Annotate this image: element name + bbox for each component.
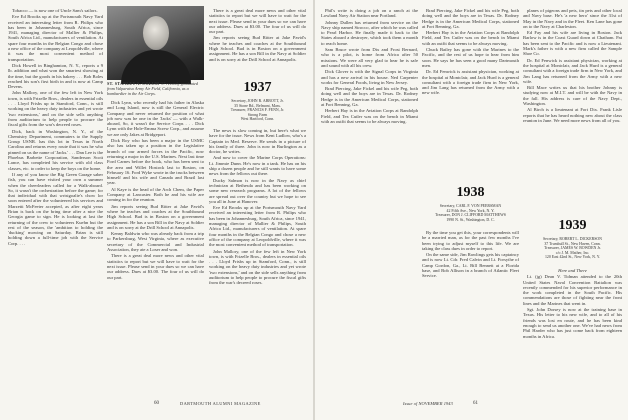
address-line: 120 East 42nd St., New York, N. Y.	[544, 255, 600, 260]
address-line: 1990 N. St., Washington, D. C.	[446, 217, 495, 222]
treasurer-line: Treasurer, DON J. CLIFFORD MATTHEWS	[435, 213, 506, 218]
subheading: Here and There	[558, 268, 587, 273]
paragraph: If any of you know the Big Green Garage saber fish, you can have visited your own a summer when the cheerleaders called for a Walk-aboard. So, it wasn't the orchestration before the game; for that individual with that wristgoalie's chow lor soon entered after the volunteered his services and Marzetti McFeeter accepted, as after eight years Brian is back on the bring time after a nice the Georgia game to sign. He is looking at last the returning of the crew to volunteers Kuehn but the rest of the season, the 'ambition to holding the 'ducking' mowing on Saturday. Brian is still holding down a full-time job with the Service Corp. . . .	[8, 171, 103, 246]
paragraph: Brad Piercing, Jake Fickel and his wife Peg, both doing well and the boys are in Texas. Dr. Rodney Hedge is in the American Medical Corps, stationed at Fort Benning, Ga.	[422, 8, 519, 29]
paragraph: Dick Howell in Binghamton, N. Y., reports a 9 lb. addition and what won the smartest showing at the time, but the goods in his bakery . . . Bob Boles reached his son's first birth in and is now at Camp Devens.	[8, 62, 103, 90]
paragraph: Eve Ed Brooks up at the Portsmouth Navy Yard received an interesting letter from R. Philips who has been in Johannesburg, South Africa, since 1941, managing director of Mallier & Philips, South Africa Ltd., manufacturers of ventilation. At spare four months in the Belgian Congo and chose a new office of the company at Leopoldville, where it was the most convenient method of transportation.	[8, 14, 103, 62]
secretary-line: Secretary, JOHN R. ABBOTT, Jr.	[231, 99, 284, 103]
paragraph: Brad Piercing, Jake Fickel and his wife Peg, both doing well and the boys are in Texas. Dr. Rodney Hedge is in the American Medical Corps, stationed at Fort Benning, Ga.	[321, 86, 418, 108]
right-column-3-bottom	[523, 268, 622, 390]
right-column-1	[321, 8, 418, 398]
address-line: 35 Stone Rd., Belmont, Mass.	[234, 103, 281, 108]
paragraph: Kenny Baldwin who was already back from a trip to Parkersburg, West Virginia, where as executive secretary of the Commercial and Industrial Association, they ate a Loser and won.	[107, 231, 204, 253]
portrait-face	[143, 16, 169, 50]
secretary-line: Secretary, ROBERT L. DICKERSON	[543, 237, 602, 241]
page-number: 61	[473, 401, 478, 406]
paragraph: John Mallory, one of the few left in New York town, is with Frizelle Bros., dealers in essential oils . . . Lloyd Frisbs up in Stamford, Conn., is still working on the heavy duty industries and yet wrote 'two extensions,' and on the side sells anything from auditorium to help people to procure the fiscal gifts from the war's decreed roses.	[209, 248, 306, 286]
paragraph: By the time you get this, your correspondents will be a married man, as for the past few months I've been trying to adjust myself to this life. We are taking the class dues in order to report.	[422, 230, 519, 251]
paragraph: On the same side, Jim Rawlings gets his captaincy and is now Lt. Cdr. Fred Calvin and Lt. Forsythe of Camp Gordon, Ga., Lt. Bill Bennett at a Florida base, and Bob Allison in a branch of Atlantic Fleet Service.	[422, 252, 519, 279]
right-column-3-top	[523, 8, 622, 218]
photo-caption	[107, 82, 204, 97]
secretary-line: Secretary, CARL F. VON PEERSMAN	[439, 204, 502, 208]
paragraph: There is a great deal more news and other vital statistics to report but we will have to wait for the next issue. Please send in your dues so we can have our address. Dues at $3.00. The four of us will do our part.	[107, 253, 204, 280]
treasurer-line: Treasurer, FRANCIS F. FENN, Jr.	[230, 108, 285, 113]
left-page	[0, 0, 313, 420]
address-line: West Hartford, Conn.	[240, 117, 275, 122]
caption-name: ST. STANLEY A. COLUM	[107, 81, 160, 86]
paragraph: Jim reports seeing Bud Ritter at Jake Pavid's where he teaches and coaches at the Southbound High School. Bud is in Boston on a government assignment. He has a son Bill in the Navy at Soldier and is on sorry at the Drill School at Annapolis.	[107, 203, 204, 230]
class-officers	[523, 237, 622, 260]
paragraph: Dick Roy who has been a major in the USMC also has taken up a position in the Legislative branch of our armed forces in the Pacific, now returning a major in the U.S. Marines. Next last time Ford Carnes before the book, who has been sent to the area and Willet Hostock last to Boston, on February 16. Ford Wyke wrote in the trucks between himself and his wife and Canada and Brazil last year.	[107, 138, 204, 186]
paragraph: There is a great deal more news and other vital statistics to report but we will have to wait for the next issue. Please send in your dues so we can have our address. Dues at $3.00. The four of us will do our part.	[209, 8, 306, 35]
paragraph: Herbert Hay is in the Aviation Corps at Randolph Field, and Tex Cutler was on the bench in Miami with an outfit that seems to be always moving.	[321, 108, 418, 124]
address-line: 37 Trumbull St., New Haven, Conn.	[544, 241, 601, 246]
paragraph: Johnny Dullen has returned from service on the Navy ship named Sirocco, after which he was called to Pearl Harbor. He finally made it back to the States aboard a destroyer, which took them a month to reach home.	[321, 19, 418, 46]
paragraph: Ducky Salmon is now in the Navy as chief technician at Bethesda and has been working on some new research programs. A lot of the fellows are spread out over the country but we hope to see you all in June at Hanover.	[209, 177, 306, 204]
paragraph: Bill Mace writes us that his brother Johnny is studying now at M.I.T. and will be with the Navy in the fall. His address is care of the Navy Dept., Washington.	[523, 85, 622, 107]
class-officers	[209, 99, 306, 122]
class-officers	[422, 204, 519, 222]
class-year-heading: 1939	[558, 218, 587, 233]
paragraph: Dick Glover is with the Signal Corps in Virginia and has a new arrival in his house. Ned Carpenter works for General Foods, living in New Jersey.	[321, 69, 418, 85]
right-column-2-bottom	[422, 230, 519, 390]
address-line: Strong Farm	[247, 112, 268, 117]
paragraph: Al Birch is a lieutenant at Fort Dix. Frank Lisle reports that he has heard nothing new about the class reunion in June. We need more news from all of you.	[523, 107, 622, 123]
paragraph: Phil's write is doing a job on a ranch at the Lowland Navy Air Station near Portland.	[321, 8, 418, 19]
page-number: 60	[154, 401, 159, 406]
portrait-photo	[107, 6, 204, 80]
caption-text: '37 recently graduated from Valparaiso Army Air Field, California, as a bombardier in the Air Corps.	[107, 81, 198, 96]
paragraph: Dick, back in Washington, N. Y., of the Chemistry Department, commuters to the Supply Group USNR. has this lot in Texas in North Carolina and returns every route that it was he who pinned on us the name of 'Jacks.' . . . Dan Lee is the Phoebus Barbette Corporation, Sanderson Scott Lance, has completed his service with old class classes, etc. to order to keep the boys on the home.	[8, 128, 103, 171]
paragraph: Sam Bruce wrote from Dix and Frost Bernard, who is a pilot, is home from Africa after 50 missions. We were all very glad to hear he is safe and sound with all his crew.	[321, 47, 418, 68]
paragraph: Dr. Ed Fenwick is assistant physician, working at the hospital at Montclair, and Jack Hurd is a general consultant with a foreign trade firm in New York, and Jim Lang has returned from the Army with a new wife.	[523, 57, 622, 84]
paragraph: Chuck Bailey has gone with the Marines to the Pacific, and the rest of us hope to hear from him soon. He says he has seen a good many Dartmouth men.	[422, 47, 519, 68]
class-year-heading: 1937	[243, 80, 272, 95]
issue-footer: Issue of NOVEMBER 1943	[403, 401, 453, 406]
paragraph: Dr. Ed Fenwick is assistant physician, working at the hospital at Montclair, and Jack Hurd is a general consultant with a foreign trade firm in New York, and Jim Lang has returned from the Army with a new wife.	[422, 69, 519, 96]
paragraph: Al Kaye is the head of the Arch Chem, the Paper Company at Lancaster. Both he and his wife are coming in for the reunion.	[107, 186, 204, 203]
paragraph: The news is slow coming in, but here's what we have for the issue. News from Kent Ludlow, who's a Captain in Med. Reserve. He sends in a picture of his family of three. John is now in Burlington as a doctor, he writes.	[209, 128, 306, 155]
paragraph: Ed Fay and his wife are living in Boston. Jack Barlow is in the Coast Guard down at Chatham. Pat has been sent to the Pacific and is now a Lieutenant. Mark's father is with a new firm called the Sample Shoe Co.	[523, 30, 622, 57]
paragraph: Dick Lynn, who recently had his father in Alaska and Long Island, now is still the General Electric Company and never returned the position of what job now was he one in the 'Jacks' — with a Walk-aboard, So, it wasn't the Service Corps . . . Dick Lynn with the Hole-Emma Screw Corp., and assume we are only Jakes at Bridgeport.	[107, 100, 204, 137]
left-column-3-top	[209, 8, 306, 78]
right-page	[315, 0, 628, 420]
paragraph: Tobacco — is now one of Uncle Sam's sailors.	[12, 8, 98, 13]
paragraph: Lt. (jg) Dean V. Tidman attended to the 20th United States Naval Convention Battalion was recently commended for his superior performance in the work completed in the South Pacific. His commendations are those of fighting near the front lines and the Marines that went in.	[523, 274, 622, 306]
paragraph: Sgt. John Dorsey is now at the training base in Texas. His letter to his new wife, and to all of his friends was lost en route, and he has been kind enough to send us another one. We've had news from Phil Harder who has just come back from eighteen months in Africa.	[523, 307, 622, 339]
paragraph: And now to cover the Marine Corps Operations: Lt. Jimmie Dunn. He's now in a tank. He has on his ship a dozen people and he still wants to have some news from the fellows out there.	[209, 155, 306, 177]
paragraph: planes of pigeons and pets, tin pets and other local and Navy base. He's 'a new hero' since the 31st of May in the Navy and in the Fleet. Ken Lane has gone on to the Navy at Charleston.	[523, 8, 622, 29]
address-line: 42 Fifth Ave., New York, N. Y.	[446, 208, 495, 213]
portrait-uniform	[121, 50, 191, 84]
paragraph: Jim reports seeing Bud Ritter at Jake Pavid's where he teaches and coaches at the Southbound High School. Bud is in Boston on a government assignment. He has a son Bill in the Navy at Soldier and is on sorry at the Drill School at Annapolis.	[209, 35, 306, 62]
class-year-heading: 1938	[456, 185, 485, 200]
address-line: c/o J. M. Mather, Inc.	[555, 250, 590, 255]
left-column-1	[8, 8, 103, 398]
paragraph: John Mallory, one of the few left in New York town, is with Frizelle Bros., dealers in essential oils . . . Lloyd Frisbs up in Stamford, Conn., is still working on the heavy duty industries and yet wrote 'two extensions,' and on the side sells anything from auditorium to help people to procure the fiscal gifts from the war's decreed roses.	[8, 90, 103, 128]
left-column-2	[107, 100, 204, 390]
right-column-2-top	[422, 8, 519, 183]
magazine-footer: DARTMOUTH ALUMNI MAGAZINE	[180, 401, 261, 406]
treasurer-line: Treasurer, JAMES W. BOWDEN Jr.	[544, 246, 601, 251]
paragraph: Eve Ed Brooks up at the Portsmouth Navy Yard received an interesting letter from R. Philips who has been in Johannesburg, South Africa, since 1941, managing director of Mallier & Philips, South Africa Ltd., manufacturers of ventilation. At spare four months in the Belgian Congo and chose a new office of the company at Leopoldville, where it was the most convenient method of transportation.	[209, 205, 306, 248]
left-column-3	[209, 128, 306, 390]
paragraph: Herbert Hay is in the Aviation Corps at Randolph Field, and Tex Cutler was on the bench in Miami with an outfit that seems to be always moving.	[422, 30, 519, 46]
